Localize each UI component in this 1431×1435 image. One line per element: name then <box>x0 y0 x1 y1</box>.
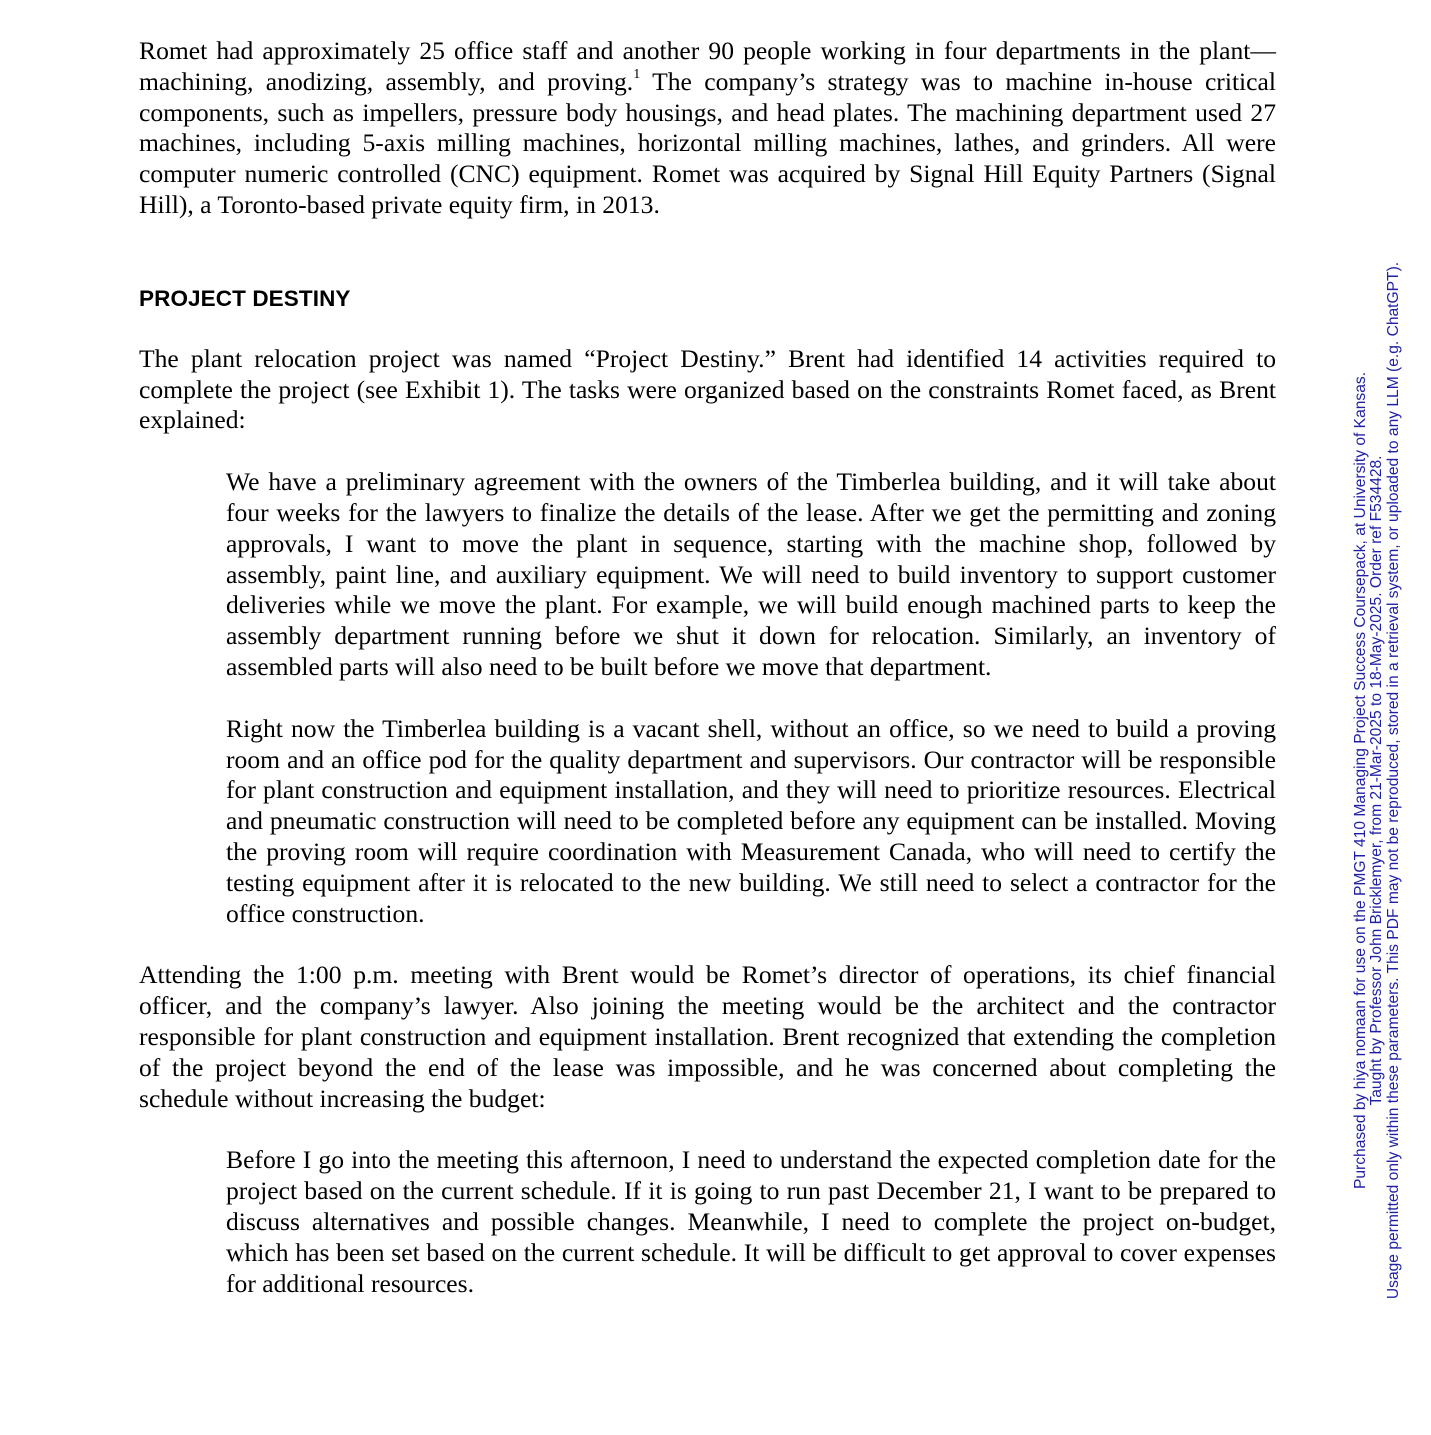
watermark-line-usage: Usage permitted only within these parameters. This PDF may not be reproduced, stored in a retrieval system, or uploaded to any LLM (e.g. ChatGPT). <box>1384 261 1402 1300</box>
footnote-marker[interactable]: 1 <box>633 66 641 82</box>
block-quote-lease-and-sequence: We have a preliminary agreement with the owners of the Timberlea building, and it will take about four weeks for the lawyers to finalize the details of the lease. After we get the permitting and zoning approvals, I want to move the plant in sequence, starting with the machine shop, followed by assembly, paint line, and auxiliary equipment. We will need to build inventory to support customer deliveries while we move the plant. For example, we will build enough machined parts to keep the assembly department running before we shut it down for relocation. Similarly, an inventory of assembled parts will also need to be built before we move that department. <box>226 467 1276 681</box>
watermark-line-purchase: Purchased by hiya nomaan for use on the PMGT 410 Managing Project Success Coursepack, at University of Kansas. <box>1352 371 1369 1190</box>
block-quote-building-construction: Right now the Timberlea building is a vacant shell, without an office, so we need to build a proving room and an office pod for the quality department and supervisors. Our contractor will be responsible for plant construction and equipment installation, and they will need to prioritize resources. Electrical and pneumatic construction will need to be completed before any equipment can be installed. Moving the proving room will require coordination with Measurement Canada, who will need to certify the testing equipment after it is relocated to the new building. We still need to select a contractor for the office construction. <box>226 713 1276 928</box>
intro-text-before-footnote: Romet had approximately 25 office staff and another 90 people working in four departments in the plant—machining, anodizing, assembly, and proving. <box>139 36 1276 96</box>
section-heading: PROJECT DESTINY <box>139 285 351 311</box>
intro-paragraph <box>139 36 1276 221</box>
usage-watermark-text <box>1353 214 1402 1347</box>
intro-text-after-footnote: The company’s strategy was to machine in-house critical components, such as impellers, pressure body housings, and head plates. The machining department used 27 machines, including 5-axis milling machines, horizontal milling machines, lathes, and grinders. All were computer numeric controlled (CNC) equipment. Romet was acquired by Signal Hill Equity Partners (Signal Hill), a Toronto-based private equity firm, in 2013. <box>139 66 1276 219</box>
document-page <box>139 36 1276 1299</box>
project-destiny-paragraph: The plant relocation project was named “Project Destiny.” Brent had identified 14 activities required to complete the project (see Exhibit 1). The tasks were organized based on the constraints Romet faced, as Brent explained: <box>139 343 1276 435</box>
watermark-line-instructor: Taught by Professor John Bricklemyer, from 21-Mar-2025 to 18-May-2025. Order ref F534428. <box>1368 455 1386 1106</box>
block-quote-schedule-budget: Before I go into the meeting this afternoon, I need to understand the expected completion date for the project based on the current schedule. If it is going to run past December 21, I want to be prepared to discuss alternatives and possible changes. Meanwhile, I need to complete the project on-budget, which has been set based on the current schedule. It will be difficult to get approval to cover expenses for additional resources. <box>226 1145 1276 1298</box>
meeting-attendees-paragraph: Attending the 1:00 p.m. meeting with Brent would be Romet’s director of operations, its chief financial officer, and the company’s lawyer. Also joining the meeting would be the architect and the contractor responsible for plant construction and equipment installation. Brent recognized that extending the completion of the project beyond the end of the lease was impossible, and he was concerned about completing the schedule without increasing the budget: <box>139 960 1276 1113</box>
usage-watermark <box>1353 214 1413 1347</box>
